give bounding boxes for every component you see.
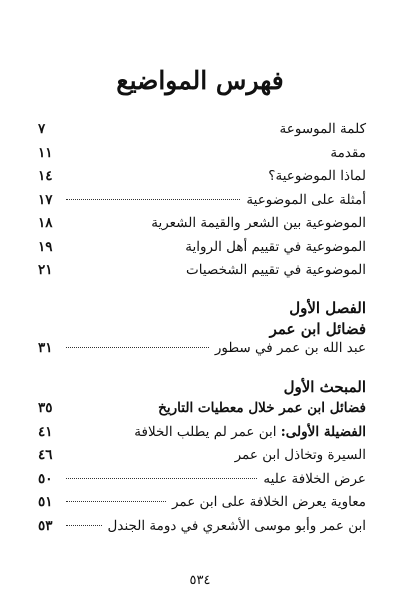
toc-entry-page: ٤٦ bbox=[38, 447, 53, 463]
toc-entry-title: مقدمة bbox=[330, 144, 366, 161]
toc-leader bbox=[66, 524, 102, 526]
toc-entry-page: ٥٠ bbox=[38, 470, 53, 487]
toc-entry-page: ٥١ bbox=[38, 494, 53, 510]
toc-entry bbox=[38, 400, 366, 422]
toc-entry bbox=[38, 494, 366, 516]
toc-entry-title: ابن عمر وأبو موسى الأشعري في دومة الجندل bbox=[107, 517, 366, 534]
toc-leader bbox=[66, 152, 324, 153]
toc-entry-page: ٣٥ bbox=[38, 400, 53, 416]
toc-leader bbox=[66, 246, 179, 247]
toc-entry bbox=[38, 340, 366, 362]
toc-entry bbox=[38, 424, 366, 446]
chapter-subtitle: فضائل ابن عمر bbox=[269, 320, 366, 338]
toc-entry-page: ١٧ bbox=[38, 191, 53, 208]
toc-entry-page: ٣١ bbox=[38, 340, 53, 356]
toc-entry bbox=[38, 447, 366, 469]
toc-entry bbox=[38, 239, 366, 261]
toc-leader bbox=[66, 269, 180, 270]
toc-leader bbox=[66, 128, 274, 129]
toc-leader bbox=[66, 407, 152, 408]
toc-entry-title: معاوية يعرض الخلافة على ابن عمر bbox=[171, 494, 366, 510]
toc-entry-title: الموضوعية في تقييم أهل الرواية bbox=[185, 238, 366, 255]
toc-entry bbox=[38, 168, 366, 190]
toc-entry-page: ٤١ bbox=[38, 423, 53, 440]
toc-entry-page: ٢١ bbox=[38, 262, 53, 278]
toc-entry bbox=[38, 192, 366, 214]
toc-entry-text: ابن عمر لم يطلب الخلافة bbox=[134, 423, 281, 440]
toc-entry-page: ٧ bbox=[38, 121, 46, 137]
toc-leader bbox=[66, 222, 145, 223]
toc-entry-title: الموضوعية في تقييم الشخصيات bbox=[186, 262, 366, 278]
page-title: فهرس المواضيع bbox=[116, 66, 284, 95]
toc-entry-page: ١٨ bbox=[38, 215, 53, 231]
toc-entry-lead: الفضيلة الأولى: bbox=[280, 423, 366, 440]
toc-entry-title: عرض الخلافة عليه bbox=[263, 470, 366, 487]
toc-entry-title: عبد الله بن عمر في سطور bbox=[214, 340, 366, 356]
toc-entry bbox=[38, 121, 366, 143]
toc-entry bbox=[38, 215, 366, 237]
toc-entry-page: ١٤ bbox=[38, 168, 53, 184]
toc-leader bbox=[66, 454, 229, 455]
toc-leader bbox=[66, 198, 240, 200]
toc-leader bbox=[66, 346, 209, 348]
toc-entry-page: ٥٣ bbox=[38, 517, 53, 534]
toc-entry-title: كلمة الموسوعة bbox=[279, 121, 366, 137]
chapter-heading: الفصل الأول bbox=[289, 299, 366, 317]
toc-entry bbox=[38, 471, 366, 493]
toc-entry-title bbox=[134, 424, 366, 440]
section-heading: المبحث الأول bbox=[283, 378, 366, 396]
page-number: ٥٣٤ bbox=[189, 573, 211, 588]
toc-leader bbox=[66, 477, 257, 479]
toc-entry-title: أمثلة على الموضوعية bbox=[246, 191, 366, 208]
toc-entry-title: السيرة وتخاذل ابن عمر bbox=[234, 447, 366, 463]
toc-entry bbox=[38, 145, 366, 167]
toc-entry-title: لماذا الموضوعية؟ bbox=[268, 168, 366, 184]
toc-entry-title: فضائل ابن عمر خلال معطيات التاريخ bbox=[158, 400, 366, 416]
toc-entry-title: الموضوعية بين الشعر والقيمة الشعرية bbox=[151, 215, 366, 231]
toc-entry bbox=[38, 262, 366, 284]
toc-entry bbox=[38, 518, 366, 540]
toc-entry-page: ١٩ bbox=[38, 238, 53, 255]
toc-entry-page: ١١ bbox=[38, 144, 53, 161]
toc-leader bbox=[66, 500, 166, 502]
toc-leader bbox=[66, 175, 262, 176]
toc-leader bbox=[66, 431, 128, 432]
